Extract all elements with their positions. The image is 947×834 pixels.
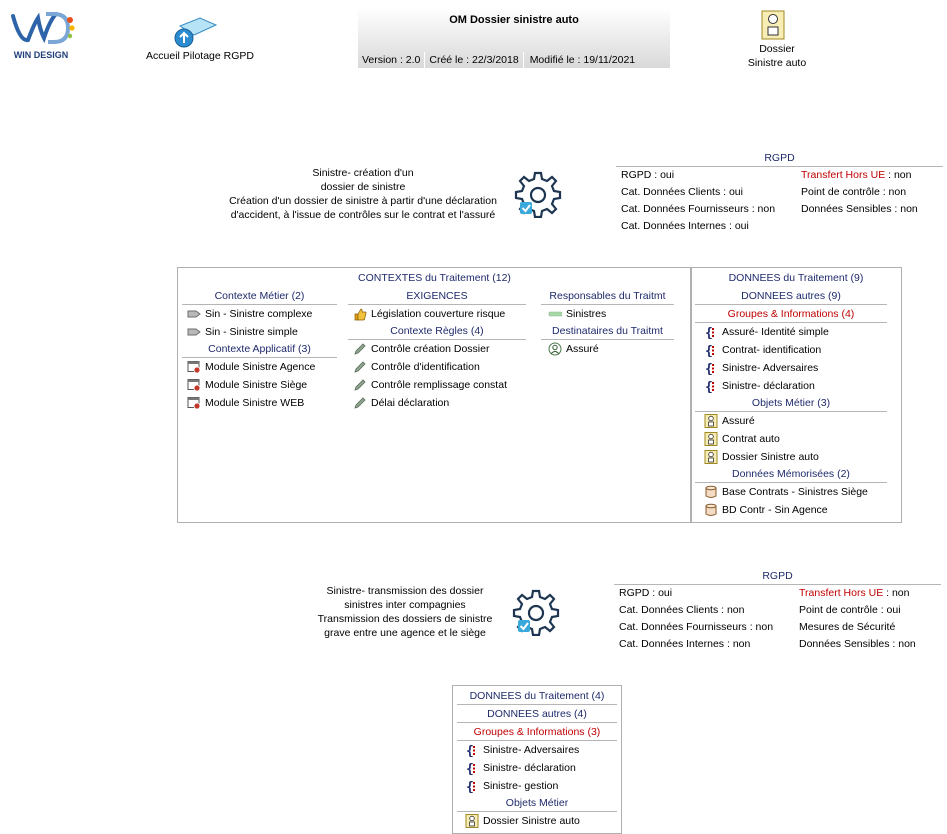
- page-title: OM Dossier sinistre auto: [449, 14, 579, 26]
- process2-rgpd-panel: [614, 568, 941, 658]
- tag-icon: [187, 307, 201, 321]
- database-icon: [704, 503, 718, 517]
- database-icon: [704, 485, 718, 499]
- process2-point-controle: Point de contrôle : oui: [799, 604, 901, 616]
- created-label: Créé le : 22/3/2018: [425, 52, 523, 68]
- process1-transfert-value: : non: [885, 169, 912, 181]
- brace-icon: [704, 361, 718, 375]
- home-link[interactable]: [140, 16, 260, 66]
- process2-gear-icon[interactable]: [512, 588, 560, 636]
- p2-donnees-title: DONNEES du Traitement (4): [469, 690, 605, 702]
- process1-rgpd-flag: RGPD : oui: [621, 169, 675, 181]
- module-icon: [187, 396, 201, 410]
- p2-groupes-title: Groupes & Informations (3): [473, 726, 601, 738]
- process1-cat-clients: Cat. Données Clients : oui: [621, 186, 743, 198]
- process2-transfert: [799, 585, 910, 601]
- windesign-logo: [10, 10, 76, 64]
- process1-title-line2: dossier de sinistre: [320, 181, 406, 193]
- contexte-applicatif-title: Contexte Applicatif (3): [208, 343, 311, 355]
- pencil-icon: [353, 396, 367, 410]
- process1-rgpd-title: RGPD: [764, 152, 795, 164]
- process2-mesures-securite: Mesures de Sécurité: [799, 621, 896, 633]
- process1-transfert-label: Transfert Hors UE: [801, 169, 886, 181]
- process2-desc-line1: Transmission des dossiers de sinistre: [317, 613, 493, 625]
- version-label: Version : 2.0: [358, 52, 425, 68]
- pencil-icon: [353, 378, 367, 392]
- process2-transfert-value: : non: [883, 587, 910, 599]
- module-icon: [187, 378, 201, 392]
- brace-icon: [704, 343, 718, 357]
- process1-gear-icon[interactable]: [514, 170, 562, 218]
- process1-cat-internes: Cat. Données Internes : oui: [621, 220, 749, 232]
- home-link-label: Accueil Pilotage RGPD: [146, 50, 254, 62]
- business-object-icon: [704, 450, 718, 464]
- donnees-title: DONNEES du Traitement (9): [728, 272, 864, 284]
- destinataires-title: Destinataires du Traitmt: [552, 325, 663, 337]
- process2-title-line2: sinistres inter compagnies: [344, 599, 466, 611]
- process1-contextes-box: CONTEXTES du Traitement (12) Contexte Métier (2) Sin - Sinistre complexe Sin - Sinistre simple Contexte Applicatif (3) Module Sinistre Agence Module Sinistre Siège Module Sinistre WEB EXIGENCES Législation couverture risque Contexte Règles (4) Contrôle création Dossier Contrôle d'identification Contrôle remplissage constat Délai déclaration Responsables du Traitmt Sinistres Destinataires du Traitmt Assuré: [177, 267, 692, 523]
- process2-cat-internes: Cat. Données Internes : non: [619, 638, 751, 650]
- object-link[interactable]: [740, 10, 814, 70]
- business-object-icon: [761, 10, 785, 40]
- business-object-icon: [704, 414, 718, 428]
- actor-icon: [548, 342, 562, 356]
- exigences-title: EXIGENCES: [406, 290, 468, 302]
- process1-title-line1: Sinistre- création d'un: [312, 167, 414, 179]
- objets-metier-title: Objets Métier (3): [751, 397, 831, 409]
- brace-icon: [465, 761, 479, 775]
- donnees-autres-title: DONNEES autres (9): [741, 290, 841, 302]
- process2-transfert-label: Transfert Hors UE: [799, 587, 884, 599]
- object-label-line1: Dossier: [759, 43, 795, 55]
- thumbs-up-icon: [353, 307, 367, 321]
- process2-cat-fournisseurs: Cat. Données Fournisseurs : non: [619, 621, 774, 633]
- process1-desc-line1: Création d'un dossier de sinistre à partir d'une déclaration: [229, 195, 497, 207]
- header-box: [358, 10, 670, 68]
- object-label-line2: Sinistre auto: [747, 57, 807, 69]
- tag-icon: [187, 325, 201, 339]
- p2-objets-metier-title: Objets Métier: [505, 797, 569, 809]
- contexte-metier-title: Contexte Métier (2): [214, 290, 305, 302]
- groupes-title: Groupes & Informations (4): [727, 308, 855, 320]
- process2-desc-line2: grave entre une agence et le siège: [324, 627, 486, 639]
- process2-donnees-sensibles: Données Sensibles : non: [799, 638, 916, 650]
- p2-donnees-autres-title: DONNEES autres (4): [487, 708, 587, 720]
- process2-donnees-box: DONNEES du Traitement (4) DONNEES autres (4) Groupes & Informations (3) Sinistre- Adversaires Sinistre- déclaration Sinistre- gestion Objets Métier Dossier Sinistre auto: [452, 685, 622, 834]
- pencil-icon: [353, 342, 367, 356]
- business-object-icon: [704, 432, 718, 446]
- header-meta-row: [358, 52, 670, 68]
- business-object-icon: [465, 814, 479, 828]
- process1-rgpd-panel: [616, 150, 943, 240]
- donnees-memorisees-title: Données Mémorisées (2): [732, 468, 850, 480]
- brace-icon: [704, 379, 718, 393]
- process2-rgpd-flag: RGPD : oui: [619, 587, 673, 599]
- contextes-title: CONTEXTES du Traitement (12): [358, 272, 511, 284]
- process2-title-line1: Sinistre- transmission des dossier: [326, 585, 484, 597]
- logo-text: WIN DESIGN: [13, 50, 69, 60]
- windesign-logo-icon: [10, 10, 76, 50]
- process1-donnees-box: DONNEES du Traitement (9) DONNEES autres (9) Groupes & Informations (4) Assuré- Identité simple Contrat- identification Sinistre- Adversaires Sinistre- déclaration Objets Métier (3) Assuré Contrat auto Dossier Sinistre auto Données Mémorisées (2) Base Contrats - Sinistres Siège BD Contr - Sin Agence: [690, 267, 902, 523]
- process1-cat-fournisseurs: Cat. Données Fournisseurs : non: [621, 203, 776, 215]
- process2-rgpd-title: RGPD: [762, 570, 793, 582]
- brace-icon: [465, 743, 479, 757]
- modified-label: Modifié le : 19/11/2021: [529, 54, 636, 66]
- process1-donnees-sensibles: Données Sensibles : non: [801, 203, 918, 215]
- responsables-title: Responsables du Traitmt: [549, 290, 666, 302]
- brace-icon: [465, 779, 479, 793]
- module-icon: [187, 360, 201, 374]
- process1-description: [208, 166, 518, 222]
- process2-cat-clients: Cat. Données Clients : non: [619, 604, 745, 616]
- role-bar-icon: [548, 307, 562, 321]
- home-icon: [172, 16, 218, 50]
- contexte-regles-title: Contexte Règles (4): [390, 325, 484, 337]
- pencil-icon: [353, 360, 367, 374]
- process1-desc-line2: d'accident, à l'issue de contrôles sur le contrat et l'assuré: [230, 209, 496, 221]
- process1-point-controle: Point de contrôle : non: [801, 186, 907, 198]
- process2-description: [300, 584, 510, 640]
- brace-icon: [704, 325, 718, 339]
- process1-transfert: [801, 167, 912, 183]
